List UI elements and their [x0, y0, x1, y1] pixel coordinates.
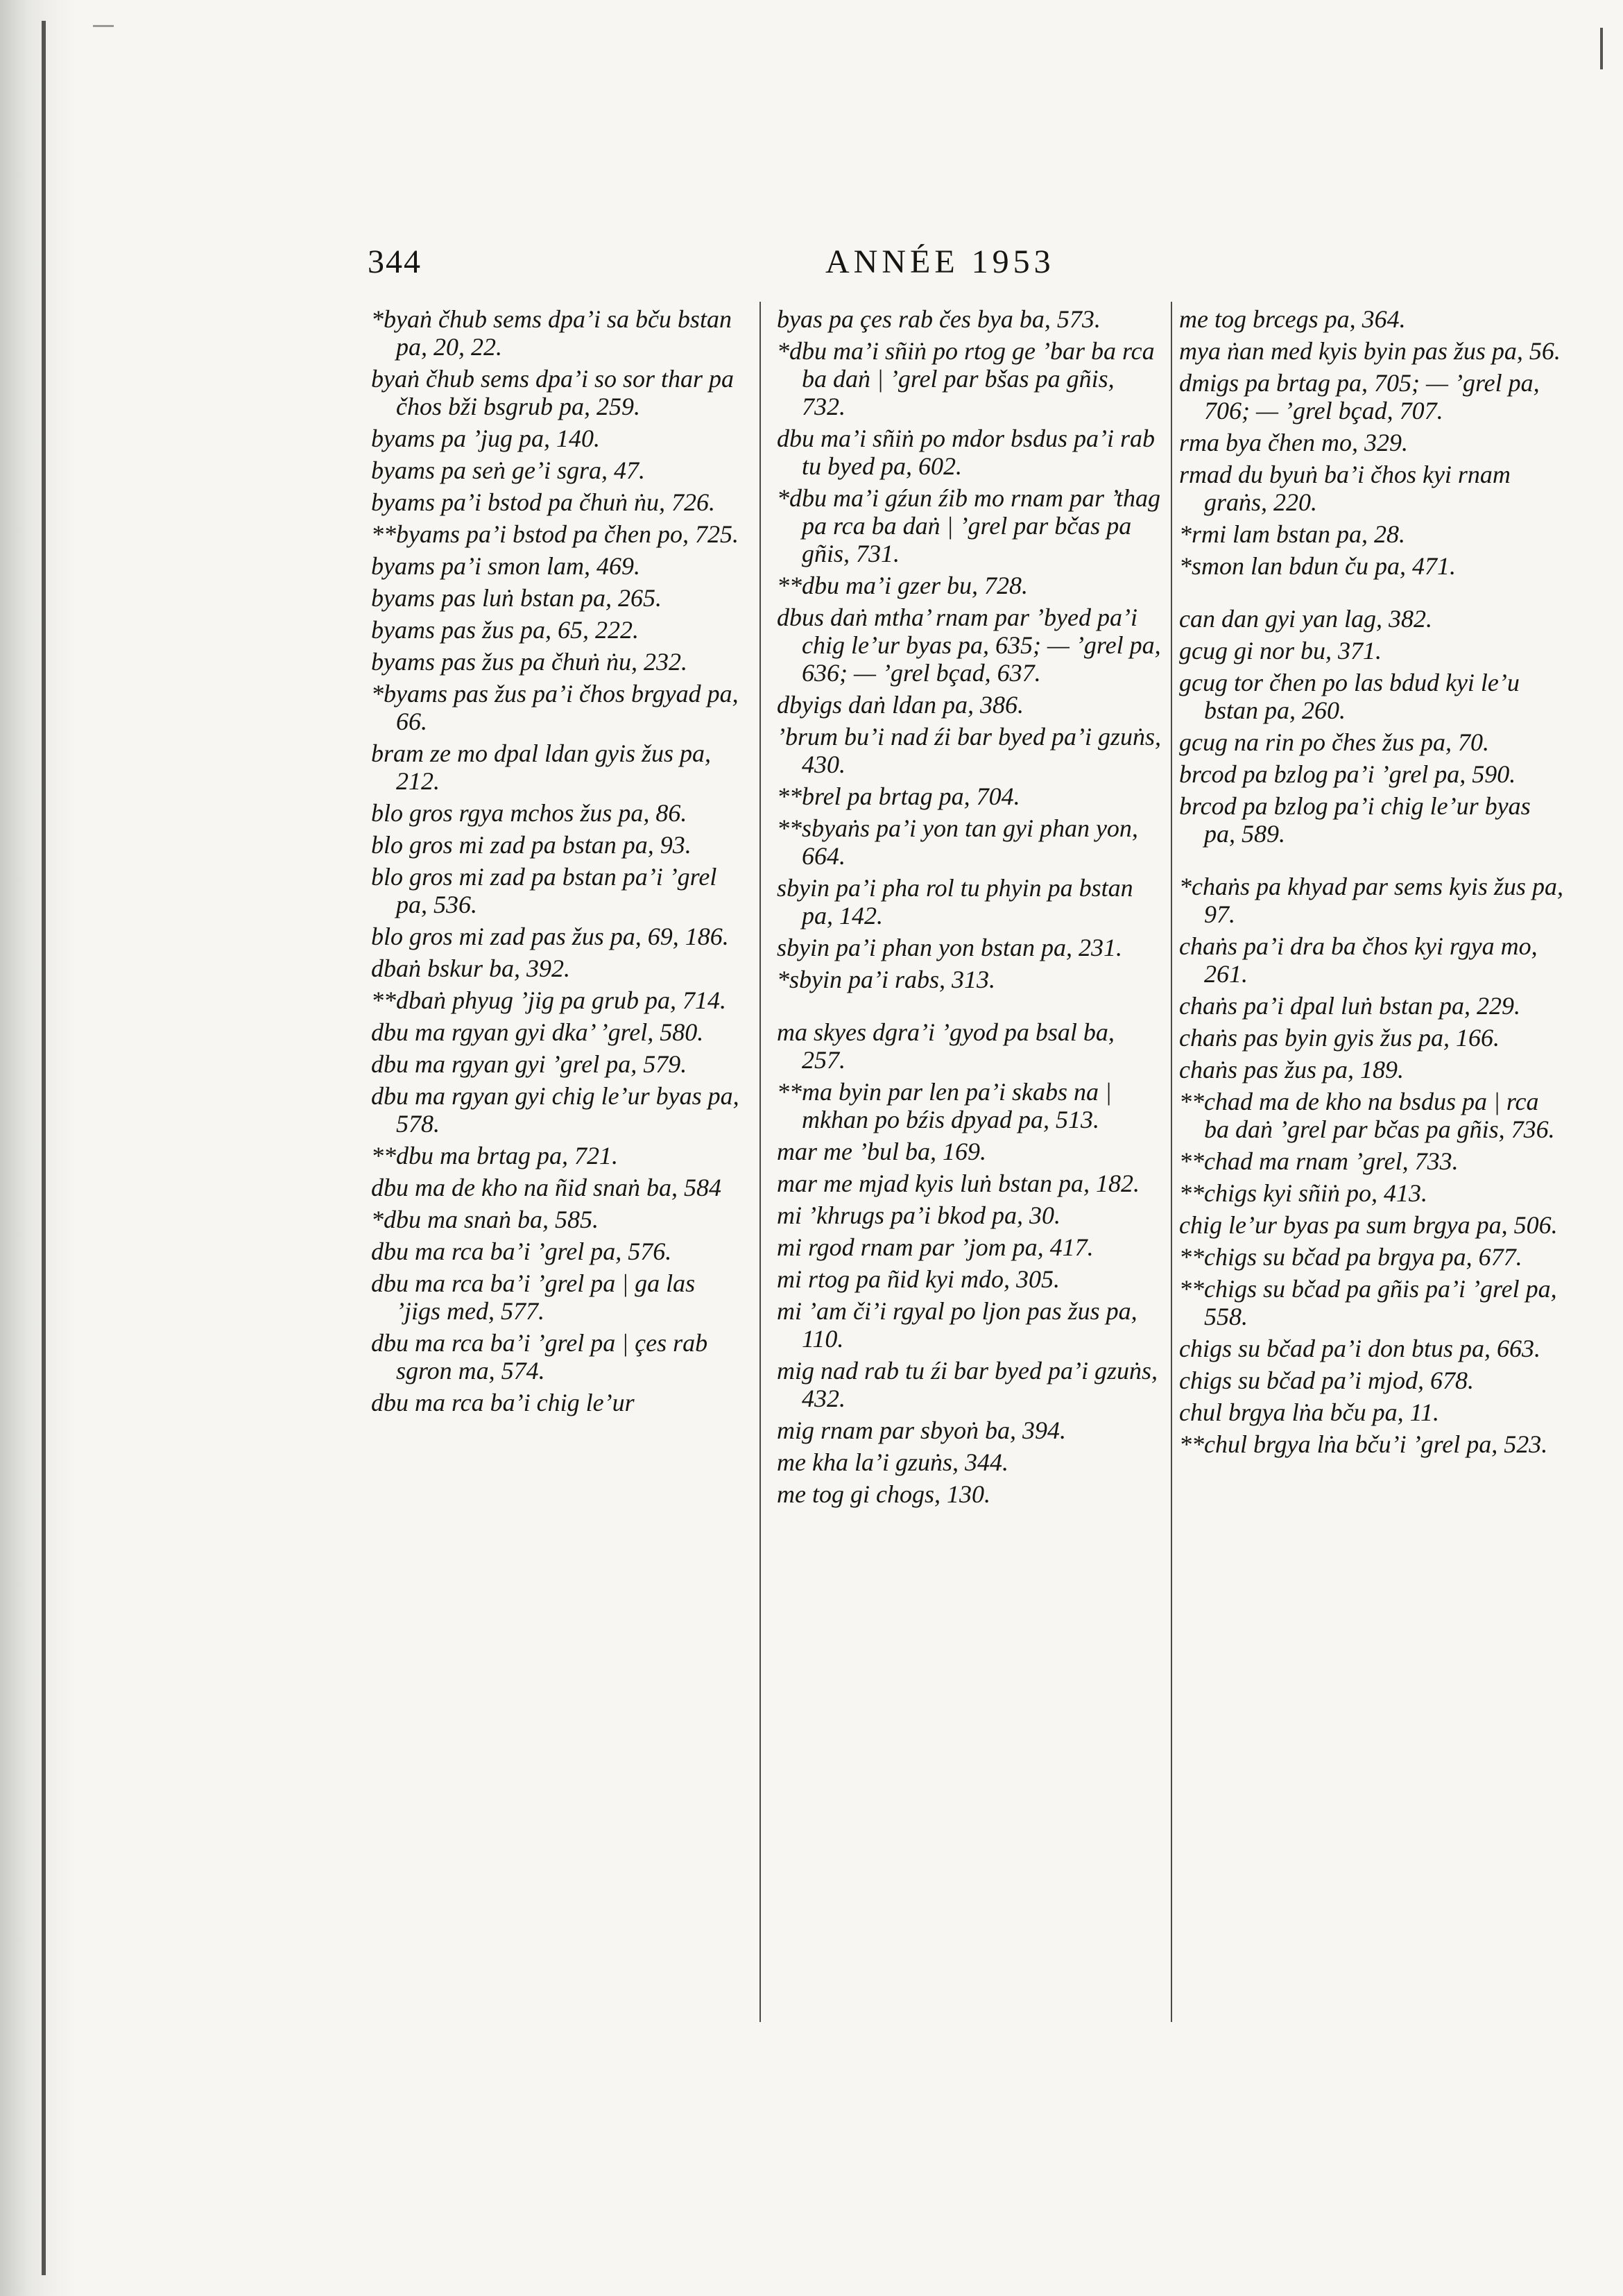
index-entry: chaṅs pas žus pa, 189.: [1179, 1056, 1405, 1083]
index-entry: mig rnam par sbyoṅ ba, 394.: [777, 1416, 1067, 1444]
index-entry: blo gros mi zad pas žus pa, 69, 186.: [371, 923, 729, 950]
index-entry: *dbu ma’i gźun źib mo rnam par ’thag pa rca ba daṅ | ’grel par bčas pa gñis, 731.: [777, 484, 1161, 567]
index-entry: ma skyes dgra’i ’gyod pa bsal ba, 257.: [777, 1018, 1115, 1074]
index-entry: **chigs su bčad pa brgya pa, 677.: [1179, 1243, 1522, 1271]
index-entry: **chigs kyi sñiṅ po, 413.: [1179, 1179, 1427, 1207]
index-entry: byams pas luṅ bstan pa, 265.: [371, 584, 662, 612]
section-gap: [1179, 852, 1568, 873]
index-entry: rmad du byuṅ ba’i čhos kyi rnam graṅs, 220.: [1179, 461, 1511, 516]
index-entry: gcug na rin po čhes žus pa, 70.: [1179, 728, 1489, 756]
index-entry: dmigs pa brtag pa, 705; — ’grel pa, 706; — ’grel bçad, 707.: [1179, 369, 1540, 425]
index-entry: **byams pa’i bstod pa čhen po, 725.: [371, 520, 739, 548]
index-entry: byams pa’i smon lam, 469.: [371, 552, 640, 580]
index-entry: dbus daṅ mtha’ rnam par ’byed pa’i chig le’ur byas pa, 635; — ’grel pa, 636; — ’grel bçad, 637.: [777, 603, 1161, 687]
index-entry: chigs su bčad pa’i mjod, 678.: [1179, 1367, 1474, 1394]
index-entry: mi rtog pa ñid kyi mdo, 305.: [777, 1265, 1060, 1293]
index-entry: rma bya čhen mo, 329.: [1179, 429, 1408, 456]
index-entry: *byaṅ čhub sems dpa’i sa bču bstan pa, 20, 22.: [371, 305, 732, 361]
column-divider: [759, 302, 761, 2022]
index-entry: byams pas žus pa, 65, 222.: [371, 616, 639, 644]
index-entry: byams pa seṅ ge’i sgra, 47.: [371, 456, 645, 484]
running-head: ANNÉE 1953: [825, 243, 1055, 280]
index-entry: me tog gi chogs, 130.: [777, 1480, 990, 1508]
index-entry: mi rgod rnam par ’jom pa, 417.: [777, 1233, 1094, 1261]
index-entry: mya ṅan med kyis byin pas žus pa, 56.: [1179, 337, 1561, 365]
index-entry: dbu ma rgyan gyi ’grel pa, 579.: [371, 1050, 687, 1078]
index-column-3: [1179, 305, 1568, 1462]
index-entry: mi ’am či’i rgyal po ljon pas žus pa, 110.: [777, 1297, 1137, 1353]
index-entry: *sbyin pa’i rabs, 313.: [777, 966, 995, 993]
index-entry: dbu ma’i sñiṅ po mdor bsdus pa’i rab tu byed pa, 602.: [777, 425, 1156, 480]
index-entry: dbu ma rca ba’i ’grel pa, 576.: [371, 1237, 672, 1265]
index-entry: sbyin pa’i phan yon bstan pa, 231.: [777, 934, 1122, 961]
index-entry: chaṅs pa’i dpal luṅ bstan pa, 229.: [1179, 992, 1520, 1020]
index-entry: byams pa’i bstod pa čhuṅ ṅu, 726.: [371, 488, 715, 516]
index-entry: dbu ma rgyan gyi chig le’ur byas pa, 578.: [371, 1082, 739, 1138]
index-entry: **chigs su bčad pa gñis pa’i ’grel pa, 558.: [1179, 1275, 1557, 1330]
index-entry: mar me ’bul ba, 169.: [777, 1138, 986, 1165]
index-entry: **dbaṅ phyug ’jig pa grub pa, 714.: [371, 986, 726, 1014]
index-entry: *smon lan bdun ču pa, 471.: [1179, 552, 1456, 580]
index-entry: mig nad rab tu źi bar byed pa’i gzuṅs, 432.: [777, 1357, 1158, 1412]
section-gap: [777, 997, 1162, 1018]
index-entry: **chul brgya lṅa bču’i ’grel pa, 523.: [1179, 1430, 1548, 1458]
index-entry: blo gros mi zad pa bstan pa’i ’grel pa, 536.: [371, 863, 717, 918]
index-entry: gcug gi nor bu, 371.: [1179, 637, 1382, 665]
index-entry: byams pas žus pa čhuṅ ṅu, 232.: [371, 648, 687, 676]
index-entry: can dan gyi yan lag, 382.: [1179, 605, 1432, 633]
index-entry: **brel pa brtag pa, 704.: [777, 782, 1020, 810]
index-entry: **chad ma de kho na bsdus pa | rca ba daṅ ’grel par bčas pa gñis, 736.: [1179, 1088, 1555, 1143]
index-entry: *rmi lam bstan pa, 28.: [1179, 520, 1406, 548]
index-entry: blo gros mi zad pa bstan pa, 93.: [371, 831, 692, 859]
page-header: [368, 243, 1144, 298]
scan-binding-edge: [0, 0, 76, 2296]
index-entry: chaṅs pas byin gyis žus pa, 166.: [1179, 1024, 1500, 1052]
index-entry: **sbyaṅs pa’i yon tan gyi phan yon, 664.: [777, 814, 1138, 870]
section-gap: [1179, 584, 1568, 605]
index-entry: *dbu ma snaṅ ba, 585.: [371, 1206, 599, 1233]
index-entry: me kha la’i gzuṅs, 344.: [777, 1448, 1008, 1476]
index-entry: bram ze mo dpal ldan gyis žus pa, 212.: [371, 739, 712, 795]
index-entry: byaṅ čhub sems dpa’i so sor thar pa čhos bži bsgrub pa, 259.: [371, 365, 734, 420]
index-entry: **dbu ma’i gzer bu, 728.: [777, 572, 1028, 599]
index-entry: byas pa çes rab čes bya ba, 573.: [777, 305, 1101, 333]
index-entry: dbu ma rca ba’i chig le’ur: [371, 1389, 635, 1416]
index-entry: *chaṅs pa khyad par sems kyis žus pa, 97.: [1179, 873, 1563, 928]
index-entry: dbaṅ bskur ba, 392.: [371, 954, 570, 982]
index-entry: ’brum bu’i nad źi bar byed pa’i gzuṅs, 430.: [777, 723, 1161, 778]
index-entry: chig le’ur byas pa sum brgya pa, 506.: [1179, 1211, 1558, 1239]
index-entry: chaṅs pa’i dra ba čhos kyi rgya mo, 261.: [1179, 932, 1538, 988]
scan-mark: [1600, 28, 1603, 69]
index-entry: mi ’khrugs pa’i bkod pa, 30.: [777, 1201, 1060, 1229]
index-column-1: [371, 305, 742, 1421]
index-entry: brcod pa bzlog pa’i chig le’ur byas pa, 589.: [1179, 792, 1531, 848]
index-entry: dbu ma de kho na ñid snaṅ ba, 584: [371, 1174, 721, 1201]
index-entry: sbyin pa’i pha rol tu phyin pa bstan pa, 142.: [777, 874, 1133, 929]
index-column-2: [777, 305, 1162, 1512]
column-divider: [1171, 302, 1172, 2022]
index-entry: blo gros rgya mchos žus pa, 86.: [371, 799, 687, 827]
index-entry: mar me mjad kyis luṅ bstan pa, 182.: [777, 1170, 1140, 1197]
index-entry: dbyigs daṅ ldan pa, 386.: [777, 691, 1024, 719]
index-entry: dbu ma rca ba’i ’grel pa | çes rab sgron ma, 574.: [371, 1329, 708, 1385]
index-entry: **ma byin par len pa’i skabs na | mkhan po bźis dpyad pa, 513.: [777, 1078, 1112, 1133]
index-entry: *byams pas žus pa’i čhos brgyad pa, 66.: [371, 680, 739, 735]
index-entry: **chad ma rnam ’grel, 733.: [1179, 1147, 1459, 1175]
scan-mark: [93, 25, 114, 27]
index-entry: chul brgya lṅa bču pa, 11.: [1179, 1398, 1439, 1426]
index-entry: me tog brcegs pa, 364.: [1179, 305, 1406, 333]
index-entry: dbu ma rgyan gyi dka’ ’grel, 580.: [371, 1018, 704, 1046]
page-number: 344: [368, 243, 422, 280]
index-entry: brcod pa bzlog pa’i ’grel pa, 590.: [1179, 760, 1516, 788]
index-entry: gcug tor čhen po las bdud kyi le’u bstan pa, 260.: [1179, 669, 1520, 724]
index-entry: chigs su bčad pa’i don btus pa, 663.: [1179, 1335, 1540, 1362]
index-entry: **dbu ma brtag pa, 721.: [371, 1142, 619, 1170]
index-entry: *dbu ma’i sñiṅ po rtog ge ’bar ba rca ba daṅ | ’grel par bšas pa gñis, 732.: [777, 337, 1155, 420]
index-entry: dbu ma rca ba’i ’grel pa | ga las ’jigs med, 577.: [371, 1269, 696, 1325]
index-entry: byams pa ’jug pa, 140.: [371, 425, 600, 452]
